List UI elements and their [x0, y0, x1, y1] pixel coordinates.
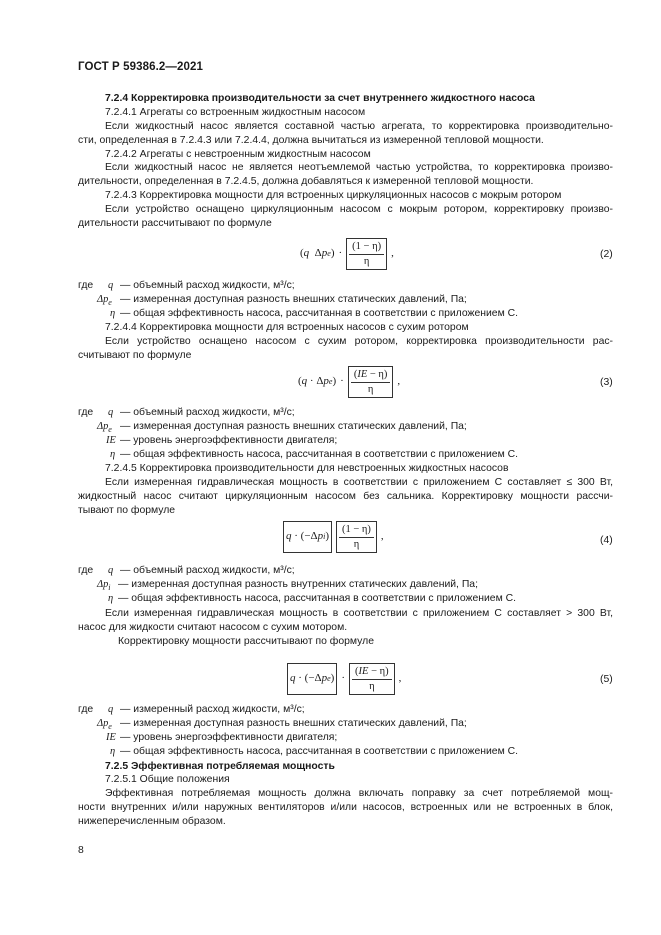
paragraph-line: Эффективная потребляемая мощность должна включать поправку за счет потребляемой мощ- — [105, 788, 613, 799]
equation-number: (3) — [600, 377, 613, 388]
definition-eta: — общая эффективность насоса, рассчитанная в соответствии с приложением С. — [120, 449, 518, 460]
section-7-2-4-1-title: 7.2.4.1 Агрегаты со встроенным жидкостным насосом — [105, 107, 366, 118]
symbol-eta: η — [108, 593, 114, 604]
paragraph-line: Корректировку мощности рассчитывают по формуле — [118, 636, 374, 647]
where-label: где — [78, 565, 94, 576]
equation-number: (2) — [600, 249, 613, 260]
section-7-2-4-2-title: 7.2.4.2 Агрегаты с невстроенным жидкостным насосом — [105, 149, 371, 160]
symbol-q: q — [108, 280, 114, 291]
definition-ie: — уровень энергоэффективности двигателя; — [120, 732, 338, 743]
section-7-2-4-3-title: 7.2.4.3 Корректировка мощности для встроенных циркуляционных насосов с мокрым ротором — [105, 190, 562, 201]
symbol-q: q — [108, 407, 114, 418]
paragraph-line: нижеперечисленным образом. — [78, 816, 226, 827]
paragraph-line: считывают по формуле — [78, 350, 192, 361]
symbol-q: q — [108, 565, 114, 576]
definition-delta-pi: — измеренная доступная разность внутренних статических давлений, Па; — [118, 579, 478, 590]
section-7-2-4-5-title: 7.2.4.5 Корректировка производительности для невстроенных жидкостных насосов — [105, 463, 509, 474]
formula-4: q · (−Δ p i ) $\frac{(1 - \eta)}{\eta}$ , — [283, 521, 384, 553]
formula-5: q · (−Δ p e ) · $\frac{(IE - \eta)}{\eta}$ , — [287, 663, 401, 695]
definition-eta: — общая эффективность насоса, рассчитанная в соответствии с приложением С. — [118, 593, 516, 604]
formula-3: ( q · Δ p e ) · $\frac{(IE - \eta)}{\eta}$ , — [298, 366, 400, 398]
section-7-2-5-1-title: 7.2.5.1 Общие положения — [105, 774, 230, 785]
symbol-delta-pe: $\Delta p_e$ — [97, 294, 112, 308]
where-label: где — [78, 280, 94, 291]
definition-eta: — общая эффективность насоса, рассчитанная в соответствии с приложением С. — [120, 746, 518, 757]
section-7-2-4-4-title: 7.2.4.4 Корректировка мощности для встроенных насосов с сухим ротором — [105, 322, 469, 333]
paragraph-line: дительности, определенная в 7.2.4.5, должна добавляться к измеренной тепловой мощности. — [78, 176, 534, 187]
symbol-delta-pe: $\Delta p_e$ — [97, 421, 112, 435]
where-label: где — [78, 704, 94, 715]
definition-q: — объемный расход жидкости, м³/с; — [120, 280, 295, 291]
symbol-delta-pi: $\Delta p_i$ — [97, 579, 111, 593]
paragraph-line: насос для жидкости считают насосом с сухим мотором. — [78, 622, 348, 633]
document-header: ГОСТ Р 59386.2—2021 — [78, 61, 203, 73]
symbol-delta-pe: $\Delta p_e$ — [97, 718, 112, 732]
paragraph-line: Если устройство оснащено насосом с сухим ротором, корректировка производительности рас- — [105, 336, 613, 347]
symbol-eta: η — [110, 449, 116, 460]
paragraph-line: тывают по формуле — [78, 505, 176, 516]
paragraph-line: Если жидкостный насос является составной частью агрегата, то корректировка производительно- — [105, 121, 613, 132]
equation-number: (4) — [600, 535, 613, 546]
definition-q-measured: — измеренный расход жидкости, м³/с; — [120, 704, 305, 715]
paragraph-line: дительности рассчитывают по формуле — [78, 218, 272, 229]
paragraph-line: Если жидкостный насос не является неотъемлемой частью устройства, то корректировка произво- — [105, 162, 613, 173]
definition-eta: — общая эффективность насоса, рассчитанная в соответствии с приложением С. — [120, 308, 518, 319]
symbol-ie: IE — [106, 732, 116, 743]
paragraph-line: жидкостный насос считают циркуляционным насосом без сальника. Корректировку мощности рассчи- — [78, 491, 613, 502]
section-7-2-4-title: 7.2.4 Корректировка производительности за счет внутреннего жидкостного насоса — [105, 93, 535, 104]
paragraph-line: ности внутренних и/или наружных вентиляторов и/или насосов, встроенных или не встроенных в блок, — [78, 802, 613, 813]
paragraph-line: Если измеренная гидравлическая мощность в соответствии с приложением С составляет > 300 Вт, — [105, 608, 613, 619]
definition-ie: — уровень энергоэффективности двигателя; — [120, 435, 338, 446]
symbol-eta: η — [110, 746, 116, 757]
paragraph-line: Если измеренная гидравлическая мощность в соответствии с приложением С составляет ≤ 300 Вт, — [105, 477, 613, 488]
symbol-q: q — [108, 704, 114, 715]
where-label: где — [78, 407, 94, 418]
equation-number: (5) — [600, 674, 613, 685]
paragraph-line: сти, определенная в 7.2.4.3 или 7.2.4.4, должна вычитаться из измеренной тепловой мощности. — [78, 135, 544, 146]
symbol-eta: η — [110, 308, 116, 319]
definition-delta-pe: — измеренная доступная разность внешних статических давлений, Па; — [120, 294, 467, 305]
section-7-2-5-title: 7.2.5 Эффективная потребляемая мощность — [105, 761, 335, 772]
symbol-ie: IE — [106, 435, 116, 446]
paragraph-line: Если устройство оснащено циркуляционным насосом с мокрым ротором, корректировку произво- — [105, 204, 613, 215]
definition-q: — объемный расход жидкости, м³/с; — [120, 407, 295, 418]
page-number: 8 — [78, 845, 84, 856]
definition-delta-pe: — измеренная доступная разность внешних статических давлений, Па; — [120, 421, 467, 432]
definition-delta-pe: — измеренная доступная разность внешних статических давлений, Па; — [120, 718, 467, 729]
definition-q: — объемный расход жидкости, м³/с; — [120, 565, 295, 576]
formula-2: ( q Δ p e ) · $\frac{(1 - \eta)}{\eta}$ , — [300, 238, 394, 270]
